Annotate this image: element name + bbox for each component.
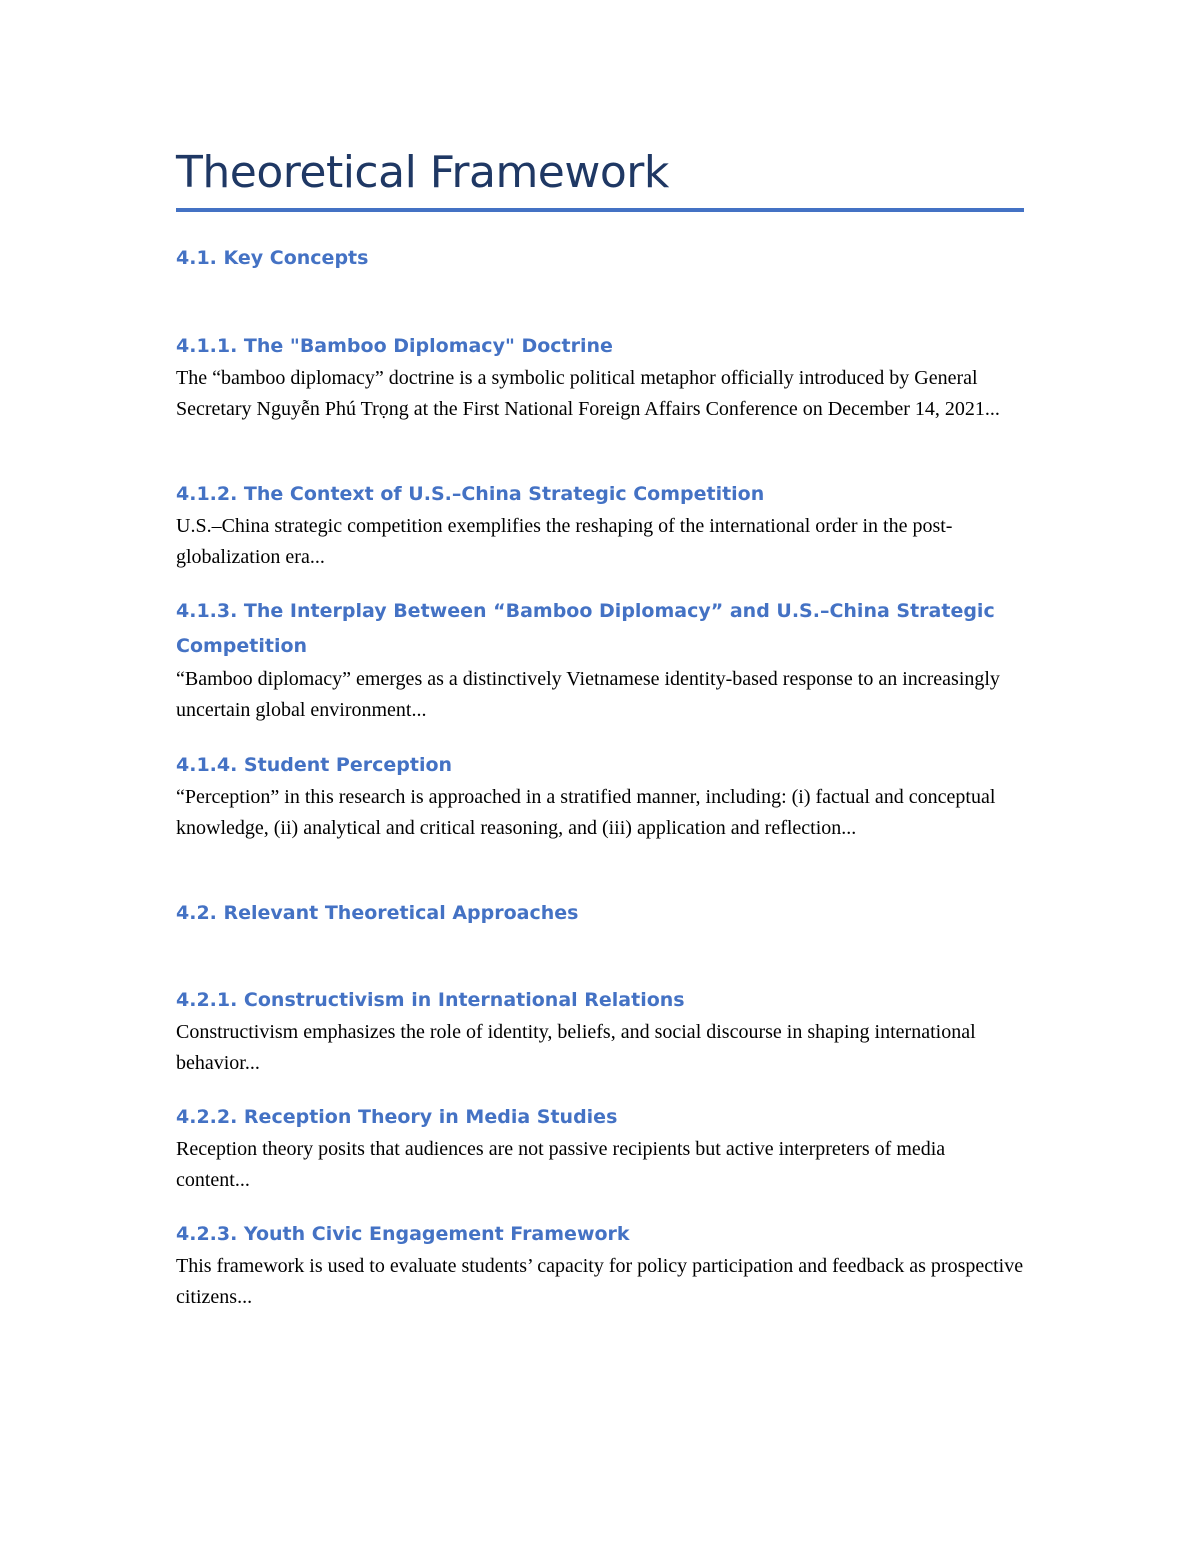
- section-heading: 4.2. Relevant Theoretical Approaches: [176, 902, 579, 924]
- title-underline-rule: [176, 208, 1024, 212]
- subsection-student-perception: [176, 748, 1024, 844]
- subsection-us-china-competition: [176, 477, 1024, 573]
- subsection-constructivism: [176, 983, 1024, 1079]
- subsection-body: “Bamboo diplomacy” emerges as a distinctively Vietnamese identity-based response to an increasingly uncertain global environment...: [176, 668, 1000, 721]
- section-key-concepts: [176, 242, 1024, 274]
- subsection-heading: 4.1.1. The "Bamboo Diplomacy" Doctrine: [176, 335, 613, 357]
- subsection-body: This framework is used to evaluate students’ capacity for policy participation and feedback as prospective citizens...: [176, 1255, 1024, 1308]
- subsection-heading: 4.2.1. Constructivism in International Relations: [176, 989, 685, 1011]
- subsection-reception-theory: [176, 1100, 1024, 1196]
- subsection-heading: 4.1.2. The Context of U.S.–China Strategic Competition: [176, 483, 765, 505]
- document-page: [176, 140, 1024, 212]
- subsection-body: “Perception” in this research is approached in a stratified manner, including: (i) factual and conceptual knowledge, (ii) analytical and critical reasoning, and (iii) application and reflection...: [176, 786, 996, 839]
- subsection-body: Constructivism emphasizes the role of identity, beliefs, and social discourse in shaping international behavior...: [176, 1021, 976, 1074]
- subsection-youth-civic-engagement: [176, 1217, 1024, 1313]
- section-heading: 4.1. Key Concepts: [176, 247, 369, 269]
- subsection-heading: 4.2.3. Youth Civic Engagement Framework: [176, 1223, 630, 1245]
- subsection-interplay: [176, 594, 1024, 726]
- subsection-body: Reception theory posits that audiences are not passive recipients but active interpreters of media content...: [176, 1138, 946, 1191]
- subsection-body: U.S.–China strategic competition exemplifies the reshaping of the international order in the post-globalization era...: [176, 515, 953, 568]
- document-title: Theoretical Framework: [176, 147, 669, 198]
- subsection-heading: 4.1.3. The Interplay Between “Bamboo Diplomacy” and U.S.–China Strategic Competition: [176, 600, 995, 657]
- subsection-heading: 4.1.4. Student Perception: [176, 754, 453, 776]
- subsection-heading: 4.2.2. Reception Theory in Media Studies: [176, 1106, 618, 1128]
- section-theoretical-approaches: [176, 897, 1024, 929]
- subsection-bamboo-diplomacy-doctrine: [176, 329, 1024, 425]
- subsection-body: The “bamboo diplomacy” doctrine is a symbolic political metaphor officially introduced by General Secretary Nguyễn Phú Trọng at the First National Foreign Affairs Conference on December 14, 2021...: [176, 367, 1000, 420]
